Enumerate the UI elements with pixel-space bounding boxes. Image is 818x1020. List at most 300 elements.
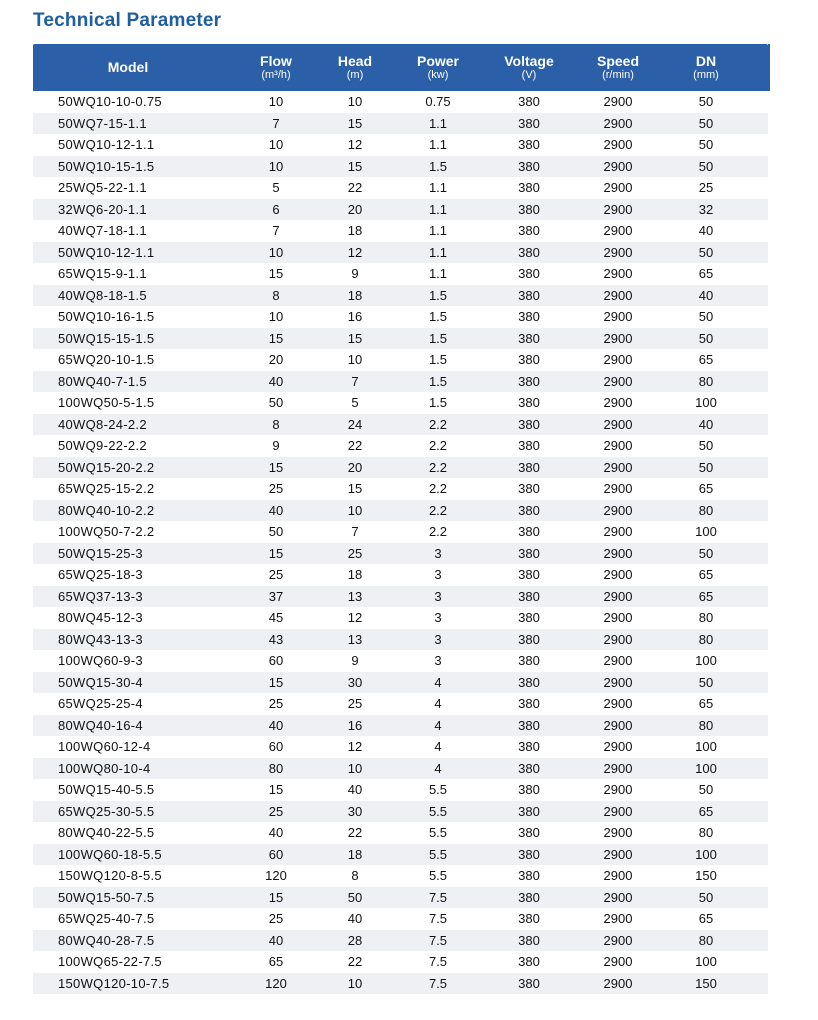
header-speed-unit: (r/min) <box>602 68 634 81</box>
cell-voltage: 380 <box>518 717 540 733</box>
cell-dn: 100 <box>695 739 717 754</box>
cell-voltage: 380 <box>518 567 540 582</box>
cell-voltage: 380 <box>518 782 540 797</box>
table-row <box>33 349 768 371</box>
cell-power: 2.2 <box>428 438 448 453</box>
cell-dn: 100 <box>695 524 717 539</box>
cell-voltage: 380 <box>518 674 540 690</box>
cell-model: 50WQ15-40-5.5 <box>58 782 155 797</box>
cell-voltage: 380 <box>518 266 540 281</box>
cell-voltage: 380 <box>518 954 540 969</box>
cell-voltage: 380 <box>518 352 540 367</box>
cell-flow: 6 <box>272 201 280 217</box>
cell-speed: 2900 <box>603 567 633 582</box>
cell-head: 30 <box>347 674 363 690</box>
cell-voltage: 380 <box>518 438 540 453</box>
table-row <box>33 887 768 909</box>
cell-speed: 2900 <box>603 825 633 840</box>
cell-head: 18 <box>347 846 363 862</box>
cell-head: 15 <box>347 481 363 496</box>
cell-model: 100WQ50-7-2.2 <box>58 524 155 539</box>
cell-power: 7.5 <box>428 975 448 991</box>
header-flow-label: Flow <box>260 52 292 69</box>
cell-flow: 15 <box>268 782 284 797</box>
cell-dn: 80 <box>698 610 714 625</box>
cell-power: 1.1 <box>428 115 448 131</box>
cell-speed: 2900 <box>603 975 633 991</box>
table-row <box>33 435 768 457</box>
cell-head: 24 <box>347 416 363 432</box>
cell-voltage: 380 <box>518 610 540 625</box>
cell-voltage: 380 <box>518 373 540 389</box>
cell-head: 8 <box>351 868 359 883</box>
cell-speed: 2900 <box>603 459 633 475</box>
cell-speed: 2900 <box>603 868 633 883</box>
cell-model: 50WQ15-25-3 <box>58 545 143 561</box>
cell-power: 7.5 <box>428 954 448 969</box>
header-model <box>73 44 183 91</box>
cell-speed: 2900 <box>603 266 633 281</box>
cell-dn: 100 <box>695 760 717 776</box>
cell-power: 1.5 <box>428 395 448 410</box>
cell-voltage: 380 <box>518 502 540 518</box>
cell-power: 1.1 <box>428 180 448 195</box>
cell-speed: 2900 <box>603 696 633 711</box>
cell-dn: 65 <box>698 588 714 604</box>
cell-model: 65WQ37-13-3 <box>58 588 143 604</box>
cell-power: 5.5 <box>428 846 448 862</box>
cell-flow: 37 <box>268 588 284 604</box>
table-row <box>33 113 768 135</box>
table-row <box>33 650 768 672</box>
table-row <box>33 457 768 479</box>
cell-power: 4 <box>434 760 442 776</box>
cell-flow: 9 <box>272 438 280 453</box>
cell-power: 1.5 <box>428 330 448 346</box>
cell-speed: 2900 <box>603 631 633 647</box>
cell-speed: 2900 <box>603 760 633 776</box>
cell-power: 7.5 <box>428 911 448 926</box>
cell-dn: 25 <box>698 180 714 195</box>
cell-model: 100WQ60-18-5.5 <box>58 846 162 862</box>
cell-power: 5.5 <box>428 782 448 797</box>
table-row <box>33 629 768 651</box>
cell-head: 9 <box>351 653 359 668</box>
table-row <box>33 951 768 973</box>
cell-model: 65WQ25-25-4 <box>58 696 143 711</box>
cell-flow: 10 <box>268 158 284 174</box>
table-row <box>33 822 768 844</box>
header-head-label: Head <box>337 52 373 69</box>
cell-power: 3 <box>434 567 442 582</box>
cell-model: 50WQ10-10-0.75 <box>58 94 162 109</box>
cell-head: 10 <box>347 94 363 109</box>
cell-head: 5 <box>351 395 359 410</box>
cell-model: 80WQ40-16-4 <box>58 717 143 733</box>
cell-speed: 2900 <box>603 846 633 862</box>
cell-model: 50WQ10-16-1.5 <box>58 309 155 324</box>
cell-voltage: 380 <box>518 846 540 862</box>
cell-voltage: 380 <box>518 223 540 238</box>
cell-flow: 15 <box>268 459 284 475</box>
cell-flow: 40 <box>268 825 284 840</box>
cell-flow: 40 <box>268 717 284 733</box>
table-row <box>33 758 768 780</box>
cell-voltage: 380 <box>518 975 540 991</box>
cell-dn: 50 <box>698 782 714 797</box>
cell-voltage: 380 <box>518 481 540 496</box>
cell-power: 5.5 <box>428 825 448 840</box>
cell-model: 65WQ15-9-1.1 <box>58 266 147 281</box>
cell-power: 1.1 <box>428 137 448 152</box>
cell-flow: 25 <box>268 481 284 496</box>
cell-voltage: 380 <box>518 588 540 604</box>
cell-speed: 2900 <box>603 115 633 131</box>
cell-head: 9 <box>351 266 359 281</box>
cell-head: 7 <box>351 524 359 539</box>
table-row <box>33 736 768 758</box>
cell-model: 80WQ40-7-1.5 <box>58 373 147 389</box>
cell-voltage: 380 <box>518 201 540 217</box>
header-dn-unit: (mm) <box>693 68 719 81</box>
cell-dn: 80 <box>698 502 714 518</box>
cell-flow: 25 <box>268 911 284 926</box>
cell-flow: 10 <box>268 309 284 324</box>
cell-flow: 20 <box>268 352 284 367</box>
cell-speed: 2900 <box>603 373 633 389</box>
cell-dn: 65 <box>698 696 714 711</box>
cell-power: 7.5 <box>428 889 448 905</box>
cell-head: 15 <box>347 330 363 346</box>
cell-head: 50 <box>347 889 363 905</box>
cell-dn: 100 <box>695 653 717 668</box>
cell-dn: 80 <box>698 932 714 948</box>
table-row <box>33 306 768 328</box>
table-row <box>33 779 768 801</box>
cell-dn: 100 <box>695 846 717 862</box>
cell-power: 1.5 <box>428 158 448 174</box>
cell-flow: 10 <box>268 137 284 152</box>
table-row <box>33 263 768 285</box>
cell-speed: 2900 <box>603 201 633 217</box>
cell-speed: 2900 <box>603 158 633 174</box>
cell-speed: 2900 <box>603 416 633 432</box>
cell-flow: 8 <box>272 416 280 432</box>
header-speed <box>578 44 658 91</box>
cell-model: 80WQ40-22-5.5 <box>58 825 155 840</box>
table-row <box>33 586 768 608</box>
cell-flow: 120 <box>265 975 287 991</box>
cell-flow: 15 <box>268 266 284 281</box>
cell-speed: 2900 <box>603 803 633 819</box>
table-row <box>33 908 768 930</box>
table-row <box>33 156 768 178</box>
cell-head: 10 <box>347 352 363 367</box>
cell-flow: 40 <box>268 502 284 518</box>
cell-power: 4 <box>434 739 442 754</box>
cell-dn: 50 <box>698 94 714 109</box>
cell-flow: 50 <box>268 395 284 410</box>
table-row <box>33 973 768 995</box>
cell-voltage: 380 <box>518 932 540 948</box>
cell-speed: 2900 <box>603 244 633 260</box>
cell-speed: 2900 <box>603 911 633 926</box>
cell-speed: 2900 <box>603 438 633 453</box>
cell-dn: 50 <box>698 115 714 131</box>
cell-head: 7 <box>351 373 359 389</box>
cell-model: 50WQ15-30-4 <box>58 674 143 690</box>
cell-power: 2.2 <box>428 524 448 539</box>
cell-dn: 50 <box>698 438 714 453</box>
header-dn-label: DN <box>695 52 717 69</box>
cell-power: 3 <box>434 631 442 647</box>
cell-power: 3 <box>434 588 442 604</box>
cell-dn: 65 <box>698 803 714 819</box>
table-row <box>33 564 768 586</box>
cell-voltage: 380 <box>518 868 540 883</box>
cell-head: 12 <box>347 244 363 260</box>
cell-model: 50WQ15-50-7.5 <box>58 889 155 905</box>
cell-power: 2.2 <box>428 459 448 475</box>
cell-head: 20 <box>347 201 363 217</box>
cell-model: 50WQ7-15-1.1 <box>58 115 147 131</box>
cell-head: 10 <box>347 760 363 776</box>
cell-speed: 2900 <box>603 932 633 948</box>
cell-dn: 50 <box>698 674 714 690</box>
table-row <box>33 220 768 242</box>
cell-head: 10 <box>347 975 363 991</box>
cell-speed: 2900 <box>603 717 633 733</box>
cell-flow: 80 <box>268 760 284 776</box>
cell-model: 50WQ10-12-1.1 <box>58 244 155 260</box>
cell-power: 4 <box>434 696 442 711</box>
cell-model: 80WQ43-13-3 <box>58 631 143 647</box>
header-voltage <box>489 44 569 91</box>
cell-dn: 50 <box>698 459 714 475</box>
cell-power: 1.1 <box>428 266 448 281</box>
cell-model: 80WQ40-28-7.5 <box>58 932 155 948</box>
cell-head: 10 <box>347 502 363 518</box>
cell-speed: 2900 <box>603 395 633 410</box>
table-row <box>33 607 768 629</box>
header-flow <box>236 44 316 91</box>
cell-speed: 2900 <box>603 889 633 905</box>
cell-dn: 50 <box>698 244 714 260</box>
cell-model: 100WQ60-9-3 <box>58 653 143 668</box>
cell-model: 25WQ5-22-1.1 <box>58 180 147 195</box>
cell-model: 32WQ6-20-1.1 <box>58 201 147 217</box>
cell-dn: 40 <box>698 287 714 303</box>
cell-voltage: 380 <box>518 653 540 668</box>
cell-flow: 45 <box>268 610 284 625</box>
cell-flow: 15 <box>268 330 284 346</box>
cell-head: 40 <box>347 911 363 926</box>
cell-flow: 10 <box>268 244 284 260</box>
cell-dn: 50 <box>698 889 714 905</box>
header-head-unit: (m) <box>346 68 364 81</box>
cell-voltage: 380 <box>518 309 540 324</box>
cell-dn: 40 <box>698 416 714 432</box>
cell-speed: 2900 <box>603 330 633 346</box>
cell-dn: 100 <box>695 954 717 969</box>
cell-head: 18 <box>347 287 363 303</box>
cell-head: 16 <box>347 717 363 733</box>
cell-dn: 65 <box>698 352 714 367</box>
cell-speed: 2900 <box>603 481 633 496</box>
cell-head: 22 <box>347 825 363 840</box>
cell-model: 50WQ10-15-1.5 <box>58 158 155 174</box>
cell-model: 50WQ9-22-2.2 <box>58 438 147 453</box>
cell-speed: 2900 <box>603 309 633 324</box>
cell-voltage: 380 <box>518 244 540 260</box>
header-power <box>398 44 478 91</box>
cell-voltage: 380 <box>518 180 540 195</box>
cell-power: 4 <box>434 717 442 733</box>
cell-speed: 2900 <box>603 524 633 539</box>
cell-dn: 150 <box>695 975 717 991</box>
cell-model: 50WQ15-15-1.5 <box>58 330 155 346</box>
cell-power: 3 <box>434 610 442 625</box>
cell-head: 16 <box>347 309 363 324</box>
cell-model: 40WQ7-18-1.1 <box>58 223 147 238</box>
cell-flow: 60 <box>268 739 284 754</box>
cell-dn: 80 <box>698 631 714 647</box>
cell-flow: 5 <box>272 180 280 195</box>
cell-voltage: 380 <box>518 459 540 475</box>
cell-dn: 150 <box>695 868 717 883</box>
cell-dn: 80 <box>698 717 714 733</box>
cell-flow: 15 <box>268 889 284 905</box>
cell-voltage: 380 <box>518 739 540 754</box>
cell-speed: 2900 <box>603 137 633 152</box>
cell-dn: 65 <box>698 266 714 281</box>
cell-power: 1.5 <box>428 287 448 303</box>
cell-flow: 65 <box>268 954 284 969</box>
cell-voltage: 380 <box>518 158 540 174</box>
table-row <box>33 672 768 694</box>
cell-dn: 65 <box>698 567 714 582</box>
cell-head: 12 <box>347 739 363 754</box>
cell-power: 3 <box>434 653 442 668</box>
cell-power: 1.1 <box>428 223 448 238</box>
cell-power: 2.2 <box>428 481 448 496</box>
cell-speed: 2900 <box>603 180 633 195</box>
cell-flow: 7 <box>272 223 280 238</box>
parameter-table <box>33 44 768 994</box>
cell-head: 15 <box>347 115 363 131</box>
table-row <box>33 414 768 436</box>
cell-voltage: 380 <box>518 115 540 131</box>
table-row <box>33 801 768 823</box>
cell-model: 40WQ8-24-2.2 <box>58 416 147 432</box>
cell-power: 1.5 <box>428 309 448 324</box>
cell-voltage: 380 <box>518 287 540 303</box>
cell-voltage: 380 <box>518 760 540 776</box>
cell-head: 25 <box>347 545 363 561</box>
table-row <box>33 844 768 866</box>
table-row <box>33 392 768 414</box>
cell-power: 1.5 <box>428 373 448 389</box>
cell-head: 25 <box>347 696 363 711</box>
table-row <box>33 91 768 113</box>
header-power-label: Power <box>416 52 459 69</box>
cell-speed: 2900 <box>603 674 633 690</box>
cell-flow: 120 <box>265 868 287 883</box>
header-flow-unit: (m³/h) <box>261 68 291 81</box>
cell-speed: 2900 <box>603 94 633 109</box>
table-header <box>33 44 768 91</box>
table-row <box>33 693 768 715</box>
header-dn <box>666 44 746 91</box>
table-row <box>33 371 768 393</box>
cell-flow: 15 <box>268 674 284 690</box>
cell-model: 100WQ65-22-7.5 <box>58 954 162 969</box>
cell-model: 100WQ60-12-4 <box>58 739 151 754</box>
header-power-unit: (kw) <box>427 68 449 81</box>
cell-flow: 15 <box>268 545 284 561</box>
table-row <box>33 865 768 887</box>
cell-dn: 100 <box>695 395 717 410</box>
cell-head: 20 <box>347 459 363 475</box>
table-row <box>33 500 768 522</box>
cell-power: 7.5 <box>428 932 448 948</box>
cell-flow: 40 <box>268 373 284 389</box>
cell-flow: 25 <box>268 803 284 819</box>
cell-model: 40WQ8-18-1.5 <box>58 287 147 303</box>
cell-voltage: 380 <box>518 889 540 905</box>
cell-voltage: 380 <box>518 911 540 926</box>
cell-voltage: 380 <box>518 545 540 561</box>
cell-power: 0.75 <box>425 94 451 109</box>
cell-head: 18 <box>347 223 363 238</box>
cell-speed: 2900 <box>603 287 633 303</box>
table-row <box>33 543 768 565</box>
cell-head: 12 <box>347 610 363 625</box>
cell-speed: 2900 <box>603 782 633 797</box>
cell-head: 30 <box>347 803 363 819</box>
header-voltage-unit: (V) <box>521 68 537 81</box>
cell-dn: 50 <box>698 545 714 561</box>
cell-model: 65WQ25-18-3 <box>58 567 143 582</box>
cell-dn: 50 <box>698 137 714 152</box>
cell-speed: 2900 <box>603 653 633 668</box>
header-head <box>315 44 395 91</box>
cell-speed: 2900 <box>603 502 633 518</box>
cell-dn: 32 <box>698 201 714 217</box>
cell-head: 18 <box>347 567 363 582</box>
cell-voltage: 380 <box>518 137 540 152</box>
cell-voltage: 380 <box>518 524 540 539</box>
cell-power: 1.1 <box>428 201 448 217</box>
cell-head: 22 <box>347 954 363 969</box>
cell-model: 65WQ25-30-5.5 <box>58 803 155 819</box>
cell-dn: 40 <box>698 223 714 238</box>
cell-voltage: 380 <box>518 330 540 346</box>
cell-flow: 43 <box>268 631 284 647</box>
cell-power: 1.1 <box>428 244 448 260</box>
cell-dn: 50 <box>698 158 714 174</box>
table-row <box>33 134 768 156</box>
cell-flow: 25 <box>268 696 284 711</box>
cell-head: 13 <box>347 631 363 647</box>
cell-flow: 40 <box>268 932 284 948</box>
cell-voltage: 380 <box>518 696 540 711</box>
table-row <box>33 177 768 199</box>
cell-power: 5.5 <box>428 868 448 883</box>
cell-head: 28 <box>347 932 363 948</box>
table-row <box>33 328 768 350</box>
cell-model: 50WQ15-20-2.2 <box>58 459 155 475</box>
